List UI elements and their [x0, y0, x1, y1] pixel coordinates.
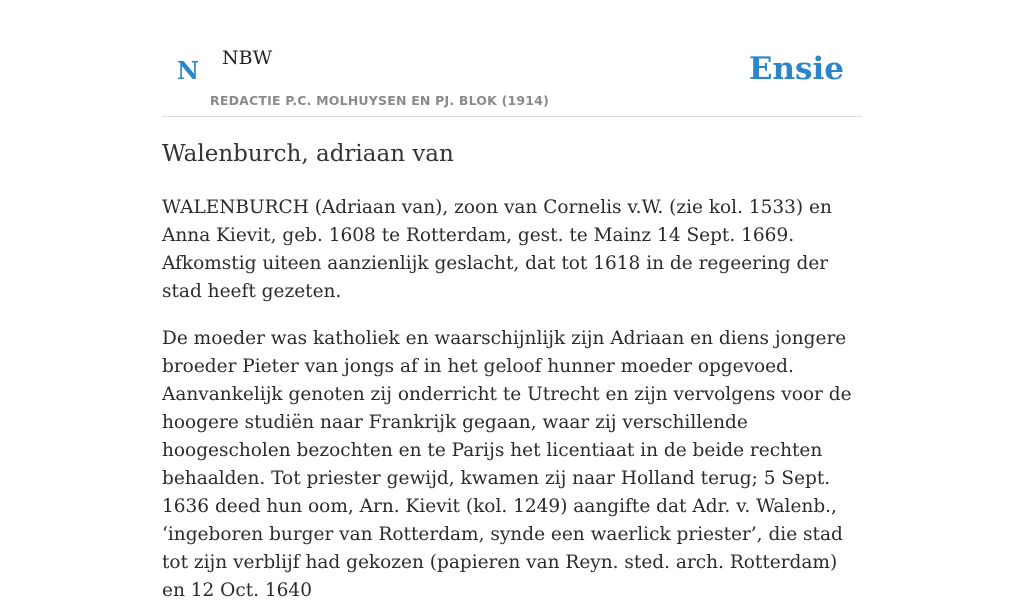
source-editors: REDACTIE P.C. MOLHUYSEN EN PJ. BLOK (1914): [210, 93, 549, 108]
brand-logo-link[interactable]: Ensie: [748, 51, 844, 87]
article-paragraph-1: WALENBURCH (Adriaan van), zoon van Cornelis v.W. (zie kol. 1533) en Anna Kievit, geb. 1608 te Rotterdam, gest. te Mainz 14 Sept. 1669. Afkomstig uiteen aanzienlijk geslacht, dat tot 1618 in de regeering der stad heeft gezeten.: [162, 197, 832, 302]
article-title: Walenburch, adriaan van: [162, 141, 454, 167]
source-logo-icon[interactable]: N: [177, 56, 199, 85]
page-header: [162, 0, 862, 117]
article: [162, 138, 862, 605]
source-name[interactable]: NBW: [222, 47, 273, 69]
article-paragraph-2: De moeder was katholiek en waarschijnlijk zijn Adriaan en diens jongere broeder Pieter van jongs af in het geloof hunner moeder opgevoed. Aanvankelijk genoten zij onderricht te Utrecht en zijn vervolgens voor de hoogere studiën naar Frankrijk gegaan, waar zij verschillende hoogescholen bezochten en te Parijs het licentiaat in de beide rechten behaalden. Tot priester gewijd, kwamen zij naar Holland terug; 5 Sept. 1636 deed hun oom, Arn. Kievit (kol. 1249) aangifte dat Adr. v. Walenb., ‘ingeboren burger van Rotterdam, synde een waerlick priester’, die stad tot zijn verblijf had gekozen (papieren van Reyn. sted. arch. Rotterdam) en 12 Oct. 1640: [162, 328, 852, 601]
